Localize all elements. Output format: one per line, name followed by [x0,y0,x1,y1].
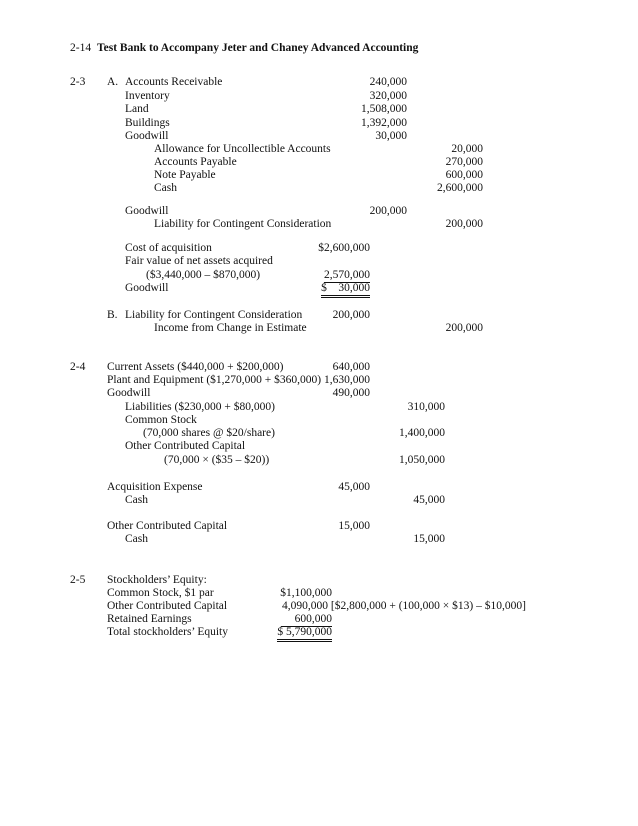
debit-amount: 320,000 [369,90,407,102]
entry-account: Goodwill [125,130,169,142]
calc-value: $2,600,000 [318,242,370,254]
equity-label: Total stockholders’ Equity [107,626,228,638]
entry-account: Note Payable [154,169,216,181]
calc-value: $ 30,000 [321,281,370,298]
debit-amount: 200,000 [332,309,370,321]
calc-label: Goodwill [125,282,169,294]
credit-amount: 20,000 [451,143,483,155]
entry-account: Buildings [125,117,170,129]
entry-account: Liabilities ($230,000 + $80,000) [125,401,275,413]
entry-account: Goodwill [107,387,151,399]
part-a-label: A. [107,76,119,88]
page-title: Test Bank to Accompany Jeter and Chaney Advanced Accounting [97,42,419,54]
entry-account: Land [125,103,149,115]
entry-account: Other Contributed Capital [125,440,246,452]
credit-amount: 15,000 [413,533,445,545]
credit-amount: 2,600,000 [437,182,483,194]
entry-account: Inventory [125,90,170,102]
calc-label: ($3,440,000 – $870,000) [146,269,261,281]
entry-account: Acquisition Expense [107,481,203,493]
entry-account: Accounts Payable [154,156,237,168]
entry-account: (70,000 × ($35 – $20)) [164,454,270,466]
debit-amount: 200,000 [369,205,407,217]
credit-amount: 270,000 [445,156,483,168]
problem-number-2-3: 2-3 [70,76,86,88]
credit-amount: 200,000 [445,322,483,334]
entry-account: Common Stock [125,414,197,426]
entry-account: Liability for Contingent Consideration [125,309,303,321]
debit-amount: 640,000 [332,361,370,373]
credit-amount: 310,000 [407,401,445,413]
entry-account: Goodwill [125,205,169,217]
credit-amount: 1,400,000 [399,427,445,439]
entry-account: Income from Change in Estimate [154,322,307,334]
problem-number-2-4: 2-4 [70,361,86,373]
problem-number-2-5: 2-5 [70,574,86,586]
equity-value: 4,090,000 [$2,800,000 + (100,000 × $13) – $10,000] [282,600,526,612]
debit-amount: 490,000 [332,387,370,399]
debit-amount: 45,000 [338,481,370,493]
calc-label: Fair value of net assets acquired [125,255,273,267]
entry-account: Cash [154,182,177,194]
equity-total-value: $ 5,790,000 [277,625,332,642]
credit-amount: 600,000 [445,169,483,181]
debit-amount: 15,000 [338,520,370,532]
debit-amount: 240,000 [369,76,407,88]
equity-label: Other Contributed Capital [107,600,228,612]
equity-label: Retained Earnings [107,613,192,625]
debit-amount: 30,000 [375,130,407,142]
entry-account: Allowance for Uncollectible Accounts [154,143,331,155]
equity-value: $1,100,000 [280,587,332,599]
credit-amount: 1,050,000 [399,454,445,466]
entry-account: Cash [125,494,148,506]
entry-account: (70,000 shares @ $20/share) [143,427,275,439]
entry-account: Liability for Contingent Consideration [154,218,332,230]
entry-account: Cash [125,533,148,545]
entry-account: Other Contributed Capital [107,520,228,532]
equity-label: Common Stock, $1 par [107,587,214,599]
calc-label: Cost of acquisition [125,242,212,254]
page-reference: 2-14 [70,42,92,54]
section-heading: Stockholders’ Equity: [107,574,207,586]
debit-amount: 1,392,000 [361,117,407,129]
debit-amount: 1,508,000 [361,103,407,115]
entry-account: Accounts Receivable [125,76,223,88]
credit-amount: 45,000 [413,494,445,506]
credit-amount: 200,000 [445,218,483,230]
equity-value: 600,000 [281,612,332,627]
part-b-label: B. [107,309,118,321]
entry-account: Plant and Equipment ($1,270,000 + $360,000) 1,630,000 [107,374,370,386]
calc-value: 2,570,000 [324,269,370,281]
entry-account: Current Assets ($440,000 + $200,000) [107,361,284,373]
